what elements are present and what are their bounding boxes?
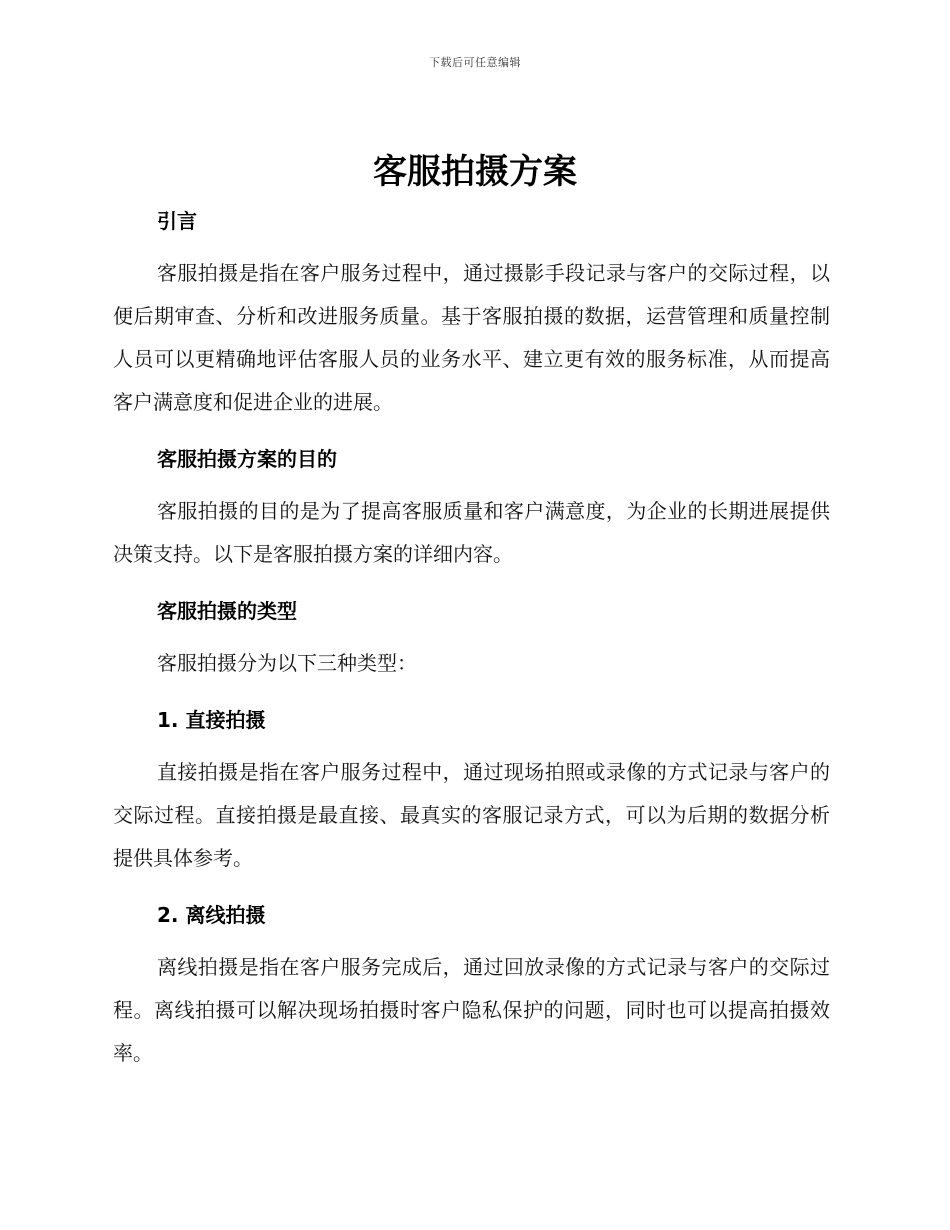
section-heading: 2. 离线拍摄	[157, 903, 266, 927]
section-offline-shooting	[113, 894, 830, 1075]
section-heading: 客服拍摄的类型	[157, 599, 297, 623]
document-title: 客服拍摄方案	[373, 152, 577, 192]
section-direct-shooting	[113, 699, 830, 880]
section-paragraph: 直接拍摄是指在客户服务过程中，通过现场拍照或录像的方式记录与客户的交际过程。直接拍摄是最直接、最真实的客服记录方式，可以为后期的数据分析提供具体参考。	[113, 760, 830, 870]
section-paragraph: 客服拍摄是指在客户服务过程中，通过摄影手段记录与客户的交际过程，以便后期审查、分析和改进服务质量。基于客服拍摄的数据，运营管理和质量控制人员可以更精确地评估客服人员的业务水平、建立更有效的服务标准，从而提高客户满意度和促进企业的进展。	[113, 261, 830, 414]
section-purpose	[113, 438, 830, 576]
page-header-note: 下载后可任意编辑	[429, 56, 521, 69]
section-types	[113, 590, 830, 685]
section-paragraph: 客服拍摄分为以下三种类型：	[157, 651, 417, 675]
section-paragraph: 离线拍摄是指在客户服务完成后，通过回放录像的方式记录与客户的交际过程。离线拍摄可以解决现场拍摄时客户隐私保护的问题，同时也可以提高拍摄效率。	[113, 955, 830, 1065]
section-paragraph: 客服拍摄的目的是为了提高客服质量和客户满意度，为企业的长期进展提供决策支持。以下是客服拍摄方案的详细内容。	[113, 499, 830, 566]
section-heading: 引言	[157, 209, 197, 233]
document-body	[113, 200, 830, 1075]
section-heading: 1. 直接拍摄	[157, 708, 266, 732]
section-introduction	[113, 200, 830, 424]
section-heading: 客服拍摄方案的目的	[157, 447, 337, 471]
